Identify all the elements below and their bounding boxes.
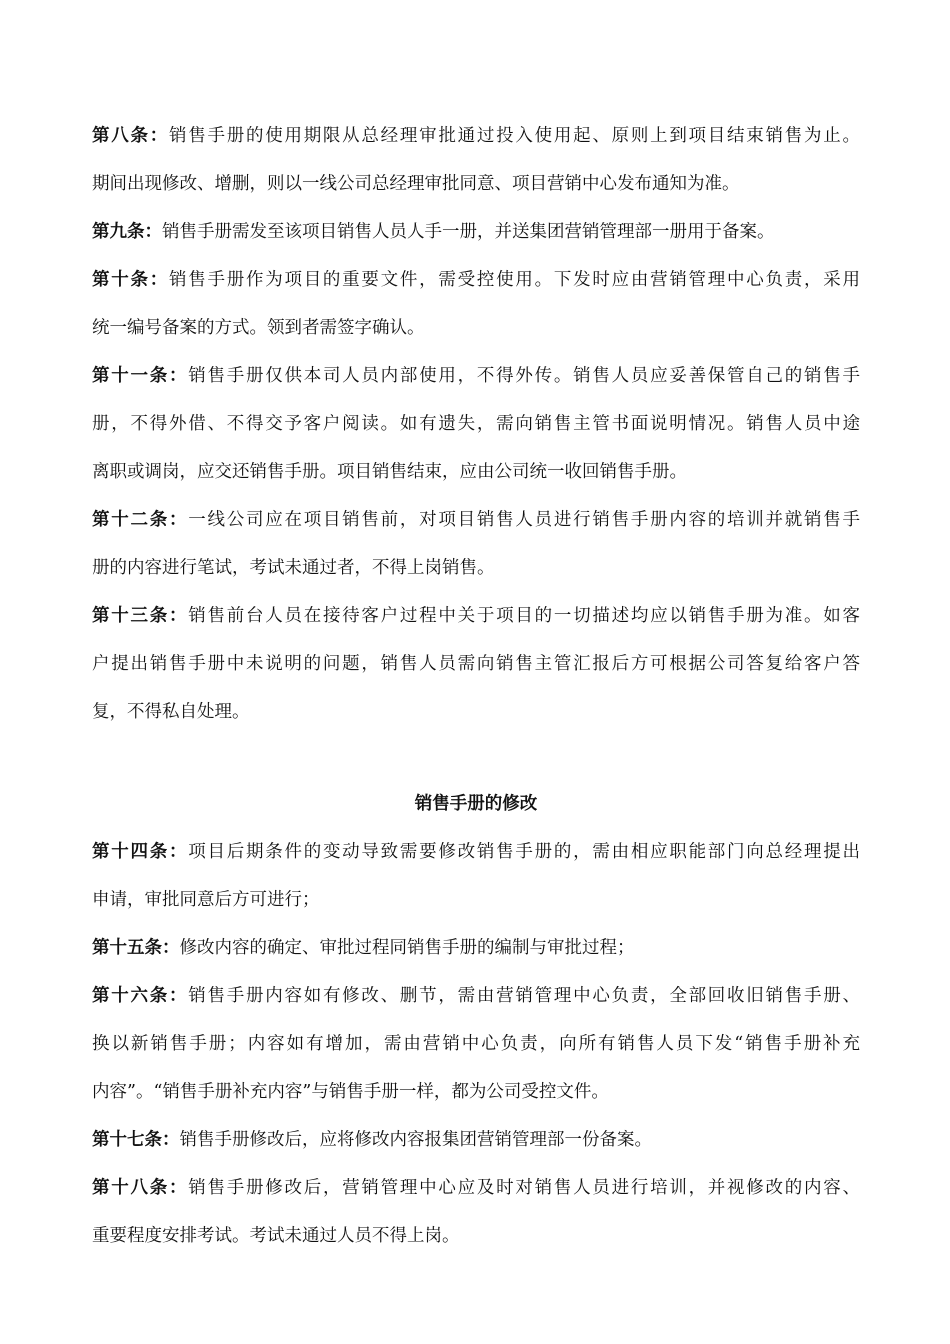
article-text: 离职或调岗，应交还销售手册。项目销售结束，应由公司统一收回销售手册。: [92, 462, 687, 482]
article-text: 销售手册需发至该项目销售人员人手一册，并送集团营销管理部一册用于备案。: [162, 222, 775, 242]
article-text: 重要程度安排考试。考试未通过人员不得上岗。: [92, 1226, 460, 1246]
article-number: 第十四条: [92, 842, 169, 862]
article-line: [92, 544, 860, 592]
article-number: 第十五条: [92, 938, 162, 958]
article-line: [92, 1116, 860, 1164]
article-text: 换以新销售手册；内容如有增加，需由营销中心负责，向所有销售人员下发“销售手册补充: [92, 1034, 860, 1054]
article-text: 户提出销售手册中未说明的问题，销售人员需向销售主管汇报后方可根据公司答复给客户答: [92, 654, 860, 674]
article-colon: ：: [149, 126, 169, 146]
document-body: [92, 112, 860, 1260]
article-line: [92, 1164, 860, 1212]
article-colon: ：: [168, 986, 189, 1006]
article-line: [92, 208, 860, 256]
article-number: 第十八条: [92, 1178, 169, 1198]
article-colon: ：: [149, 270, 169, 290]
section-heading: 销售手册的修改: [414, 794, 538, 814]
article-number: 第十条: [92, 270, 150, 290]
article-colon: ：: [168, 606, 189, 626]
article: [92, 1164, 860, 1260]
article-text: 销售手册修改后，应将修改内容报集团营销管理部一份备案。: [179, 1130, 652, 1150]
article-colon: ：: [168, 1178, 189, 1198]
article-colon: ：: [168, 510, 189, 530]
article-text: 内容”。“销售手册补充内容”与销售手册一样，都为公司受控文件。: [92, 1082, 609, 1102]
article-text: 册的内容进行笔试，考试未通过者，不得上岗销售。: [92, 558, 495, 578]
article-number: 第十七条: [92, 1130, 162, 1150]
article-number: 第十一条: [92, 366, 169, 386]
article-number: 第十三条: [92, 606, 169, 626]
article-number: 第十六条: [92, 986, 169, 1006]
article-number: 第八条: [92, 126, 150, 146]
article-line: [92, 1020, 860, 1068]
article-text: 销售手册作为项目的重要文件，需受控使用。下发时应由营销管理中心负责，采用: [168, 270, 861, 290]
article-line: [92, 256, 860, 304]
article-line: [92, 972, 860, 1020]
article-text: 销售前台人员在接待客户过程中关于项目的一切描述均应以销售手册为准。如客: [188, 606, 861, 626]
article-line: [92, 304, 860, 352]
article-text: 期间出现修改、增删，则以一线公司总经理审批同意、项目营销中心发布通知为准。: [92, 174, 740, 194]
article-text: 销售手册仅供本司人员内部使用，不得外传。销售人员应妥善保管自己的销售手: [188, 366, 861, 386]
section-spacer: [92, 736, 860, 780]
articles-part-1: [92, 112, 860, 736]
article-line: [92, 640, 860, 688]
article-line: [92, 112, 860, 160]
article-number: 第十二条: [92, 510, 169, 530]
article-line: [92, 592, 860, 640]
article-text: 项目后期条件的变动导致需要修改销售手册的，需由相应职能部门向总经理提出: [188, 842, 861, 862]
article-text: 统一编号备案的方式。领到者需签字确认。: [92, 318, 425, 338]
article: [92, 112, 860, 208]
article-number: 第九条: [92, 222, 145, 242]
article: [92, 208, 860, 256]
article: [92, 496, 860, 592]
article-text: 申请，审批同意后方可进行；: [92, 890, 320, 910]
article-line: [92, 688, 860, 736]
article: [92, 592, 860, 736]
article-line: [92, 924, 860, 972]
article-colon: ：: [162, 1130, 180, 1150]
article: [92, 352, 860, 496]
article-text: 修改内容的确定、审批过程同销售手册的编制与审批过程；: [179, 938, 635, 958]
article-colon: ：: [144, 222, 162, 242]
article-colon: ：: [168, 366, 189, 386]
article-colon: ：: [168, 842, 189, 862]
articles-part-2: [92, 828, 860, 1260]
article: [92, 972, 860, 1116]
article: [92, 256, 860, 352]
article-line: [92, 352, 860, 400]
article-text: 销售手册的使用期限从总经理审批通过投入使用起、原则上到项目结束销售为止。: [168, 126, 861, 146]
article: [92, 828, 860, 924]
article-text: 册，不得外借、不得交予客户阅读。如有遗失，需向销售主管书面说明情况。销售人员中途: [92, 414, 860, 434]
article-line: [92, 1212, 860, 1260]
article-text: 复，不得私自处理。: [92, 702, 250, 722]
article-line: [92, 1068, 860, 1116]
article-line: [92, 448, 860, 496]
article-line: [92, 400, 860, 448]
article: [92, 924, 860, 972]
article-colon: ：: [162, 938, 180, 958]
article-text: 销售手册内容如有修改、删节，需由营销管理中心负责，全部回收旧销售手册、: [188, 986, 861, 1006]
article-line: [92, 160, 860, 208]
article-line: [92, 876, 860, 924]
article-text: 销售手册修改后，营销管理中心应及时对销售人员进行培训，并视修改的内容、: [188, 1178, 861, 1198]
article-text: 一线公司应在项目销售前，对项目销售人员进行销售手册内容的培训并就销售手: [188, 510, 861, 530]
article-line: [92, 828, 860, 876]
article: [92, 1116, 860, 1164]
article-line: [92, 496, 860, 544]
